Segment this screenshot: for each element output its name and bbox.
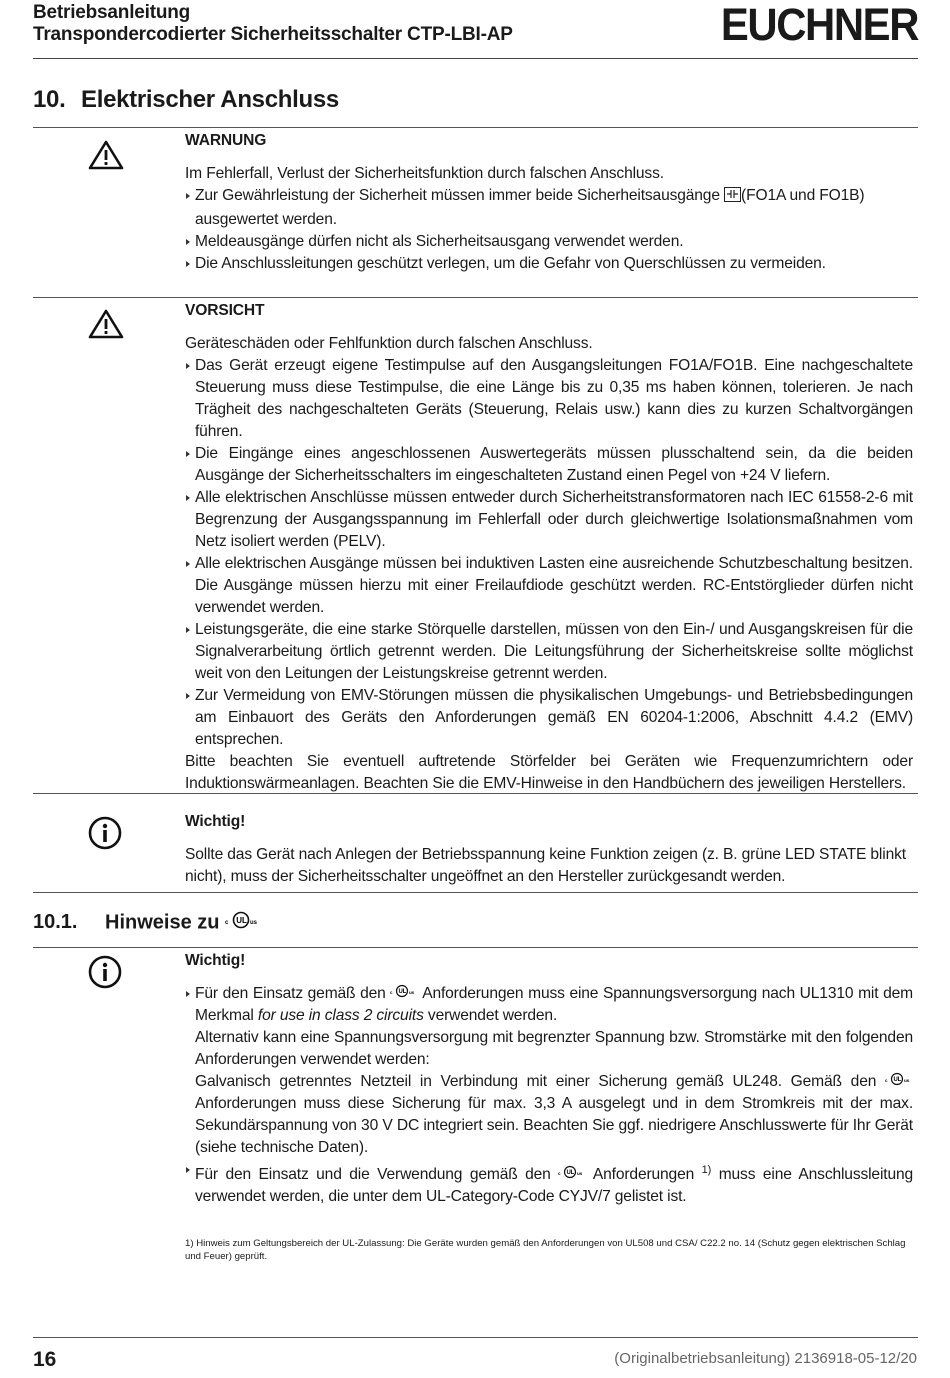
caution-intro: Geräteschäden oder Fehlfunktion durch falschen Anschluss. [185,335,593,352]
caution-bullet-1: Das Gerät erzeugt eigene Testimpulse auf den Ausgangsleitungen FO1A/FO1B. Eine nachgeschaltete Steuerung muss diese Testimpulse, die eine Länge bis zu 0,35 ms haben können, tolerieren. Je nach Trägheit des nachgeschalteten Geräts (Steuerung, Relais usw.) kann dies zu kurzen Schaltvorgängen führen. [185,355,913,443]
svg-text:c: c [225,920,229,926]
important2-fuse-pre: Galvanisch getrenntes Netzteil in Verbindung mit einer Sicherung gemäß UL248. Gemäß den [195,1073,877,1091]
warning-bullet-2: Meldeausgänge dürfen nicht als Sicherheitsausgang verwendet werden. [185,231,913,253]
important2-bullet-1-italic: for use in class 2 circuits [257,1007,424,1025]
svg-text:c: c [885,1078,888,1084]
caution-bullet-6: Zur Vermeidung von EMV-Störungen müssen die physikalischen Umgebungs- und Betriebsbedingungen am Einbauort des Geräts den Anforderungen gemäß EN 60204-1:2006, Abschnitt 4.4.2 (EMV) entsprechen. [185,685,913,751]
svg-text:us: us [577,1171,583,1177]
svg-text:us: us [409,990,415,995]
warning-bullet-1 [185,185,913,231]
important2-top-rule [33,947,918,948]
warning-intro: Im Fehlerfall, Verlust der Sicherheitsfunktion durch falschen Anschluss. [185,165,664,182]
important2-bullet-2-pre: Für den Einsatz und die Verwendung gemäß den [195,1166,551,1184]
important2-title: Wichtig! [185,952,246,969]
info-icon [88,816,122,855]
warning-triangle-icon [88,140,124,175]
cul-us-mark-icon [225,910,261,936]
important2-alt-text: Alternativ kann eine Spannungsversorgung mit begrenzter Spannung bzw. Stromstärke mit den folgenden Anforderungen verwendet werden: [195,1029,913,1069]
important2-bullet-1-post: verwendet werden. [427,1007,558,1025]
section-number: 10. [33,86,66,113]
caution-triangle-icon [88,309,124,344]
important2-fuse-post: Anforderungen muss diese Sicherung für max. 3,3 A ausgelegt und in dem Stromkreis mit der max. Sekundärspannung von 30 V DC integriert sein. Beachten Sie ggf. niedrigere Anschlusswerte für Ihr Gerät (siehe technische Daten). [195,1095,913,1157]
page-number: 16 [33,1348,57,1371]
cul-us-mark-icon [558,1164,586,1186]
safety-output-icon [724,187,741,209]
document-type: Betriebsanleitung [33,2,191,23]
important2-bullet-2 [185,1159,913,1208]
euchner-logo: EUCHNER [720,0,918,50]
svg-text:c: c [558,1171,561,1177]
header-divider [33,58,918,59]
document-reference: (Originalbetriebsanleitung) 2136918-05-12/20 [614,1350,917,1367]
svg-text:c: c [390,990,393,995]
svg-text:UL: UL [236,916,247,925]
caution-outro: Bitte beachten Sie eventuell auftretende Störfelder bei Geräten wie Frequenzumrichtern oder Induktionswärmeanlagen. Beachten Sie die EMV-Hinweise in den Handbüchern des jeweiligen Herstellers. [185,753,913,792]
important2-bullet-1-mid: Anforderungen muss eine Spannungsversorgung nach UL1310 mit dem Merkmal [195,985,913,1025]
caution-bullet-5: Leistungsgeräte, die eine starke Störquelle darstellen, müssen von den Ein-/ und Ausgangskreisen für die Signalverarbeitung örtlich getrennt werden. Die Leitungsführung der Sicherheitskreise sollte möglichst weit von den Leitungen der Leistungskreise getrennt werden. [185,619,913,685]
subsection-heading [33,910,261,936]
section-title: Elektrischer Anschluss [81,86,339,113]
important2-bullet-1-pre: Für den Einsatz gemäß den [195,985,386,1003]
svg-text:UL: UL [398,989,407,996]
warning-bullet-3: Die Anschlussleitungen geschützt verlegen, um die Gefahr von Querschlüssen zu vermeiden. [185,253,913,275]
caution-block [185,300,913,795]
footer-divider [33,1337,918,1338]
warning-block [185,130,913,275]
important1-top-rule [33,793,918,794]
info-icon [88,955,122,994]
important1-block [185,811,913,888]
warning-bullet-1-text: Zur Gewährleistung der Sicherheit müssen immer beide Sicherheitsausgänge [195,187,720,204]
warning-top-rule [33,127,918,128]
important2-bullet-2-mid: Anforderungen [592,1166,695,1184]
section-heading [33,86,339,114]
svg-text:UL: UL [893,1077,902,1084]
important1-bottom-rule [33,892,918,893]
caution-title: VORSICHT [185,302,265,319]
important2-block [185,950,913,1208]
svg-text:UL: UL [566,1170,575,1177]
product-title: Transpondercodierter Sicherheitsschalter CTP-LBI-AP [33,24,513,45]
svg-text:us: us [904,1078,909,1084]
subsection-number: 10.1. [33,911,78,934]
caution-top-rule [33,297,918,298]
footnote: 1) Hinweis zum Geltungsbereich der UL-Zulassung: Die Geräte wurden gemäß den Anforderungen von UL508 und CSA/ C22.2 no. 14 (Schutz gegen elektrischen Schlag und Feuer) geprüft. [185,1238,906,1262]
warning-bullet-1-text-end: (FO1A und FO1B) ausgewertet werden. [195,187,865,228]
caution-bullet-4: Alle elektrischen Ausgänge müssen bei induktiven Lasten eine ausreichende Schutzbeschaltung besitzen. Die Ausgänge müssen hierzu mit einer Freilaufdiode geschützt werden. RC-Entstörglieder dürfen nicht verwendet werden. [185,553,913,619]
important1-title: Wichtig! [185,813,246,830]
cul-us-mark-icon [885,1071,913,1093]
svg-text:us: us [250,920,258,926]
warning-title: WARNUNG [185,132,267,149]
important2-fuse-text [195,1071,913,1159]
subsection-title: Hinweise zu [105,911,220,934]
important1-text: Sollte das Gerät nach Anlegen der Betriebsspannung keine Funktion zeigen (z. B. grüne LED STATE blinkt nicht), muss der Sicherheitsschalter ungeöffnet an den Hersteller zurückgesandt werden. [185,846,906,885]
important2-bullet-1 [185,983,913,1159]
important2-bullet-2-post: muss eine Anschlussleitung verwendet werden, die unter dem UL-Category-Code CYJV/7 gelistet ist. [195,1166,914,1206]
cul-us-mark-icon [390,983,418,1005]
page-header [33,2,918,62]
footnote-reference: 1) [701,1164,712,1177]
caution-bullet-3: Alle elektrischen Anschlüsse müssen entweder durch Sicherheitstransformatoren nach IEC 61558-2-6 mit Begrenzung der Ausgangsspannung im Fehlerfall oder durch gleichwertige Isolationsmaßnahmen vom Netz isoliert werden (PELV). [185,487,913,553]
caution-bullet-2: Die Eingänge eines angeschlossenen Auswertegeräts müssen plusschaltend sein, da die beiden Ausgänge der Sicherheitsschalters im eingeschalteten Zustand einen Pegel von +24 V liefern. [185,443,913,487]
